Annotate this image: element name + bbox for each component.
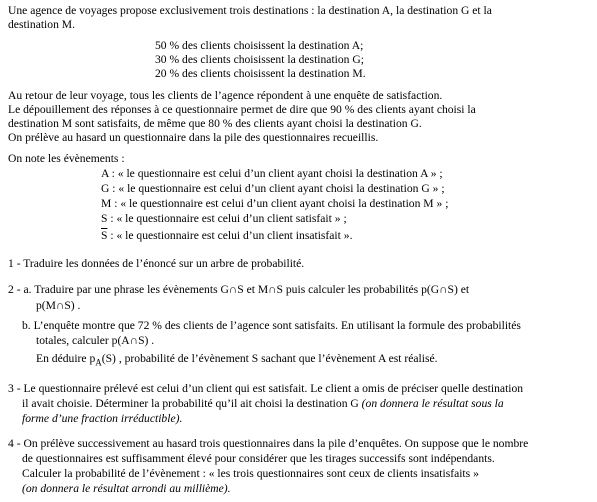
context-line-1: Au retour de leur voyage, tous les clients de l’agence répondent à une enquête de satisfaction.	[8, 89, 443, 102]
question-2b-line-1: b. L’enquête montre que 72 % des clients de l’agence sont satisfaits. En utilisant la formule des probabilités	[22, 319, 521, 332]
q3-note: (on donnera le résultat sous la	[361, 397, 504, 410]
event-text: : « le questionnaire est celui d’un client ayant choisi la destination M » ;	[111, 197, 449, 210]
question-4-line-1: 4 - On prélève successivement au hasard trois questionnaires dans la pile d’enquêtes. On suppose que le nombre	[8, 437, 529, 450]
q2a-part: 2 - a. Traduire par une phrase les évènements G	[8, 283, 229, 296]
event-text: : « le questionnaire est celui d’un client insatisfait ».	[107, 229, 353, 242]
event-symbol: G	[101, 182, 110, 195]
intro-line-2: destination M.	[8, 18, 75, 31]
event-text: : « le questionnaire est celui d’un client ayant choisi la destination A » ;	[108, 167, 443, 180]
event-symbol: S	[101, 212, 108, 225]
question-2b-line-3	[36, 352, 438, 370]
q2a-part: S) .	[64, 299, 81, 312]
event-s-bar	[101, 229, 352, 243]
intersection-symbol: ∩	[268, 283, 277, 296]
intersection-symbol: ∩	[439, 283, 448, 296]
q2a-part: p(M	[36, 299, 56, 312]
q2a-part: S puis calculer les probabilités p(G	[276, 283, 440, 296]
stat-g: 30 % des clients choisissent la destination G;	[155, 53, 364, 66]
q2b-part: totales, calculer p(A	[36, 334, 130, 347]
question-3-line-3: forme d’une fraction irréductible).	[22, 412, 183, 425]
context-line-5: On note les évènements :	[8, 152, 125, 165]
question-1: 1 - Traduire les données de l’énoncé sur un arbre de probabilité.	[8, 257, 305, 270]
q3-part: il avait choisie. Déterminer la probabilité qu’il ait choisi la destination G	[22, 397, 362, 410]
subscript-a: A	[95, 357, 102, 368]
question-3-line-2	[22, 397, 504, 411]
event-text: : « le questionnaire est celui d’un client satisfait » ;	[107, 212, 347, 225]
context-line-3: destination M sont satisfaits, de même que 80 % des clients ayant choisi la destination G.	[8, 117, 422, 130]
event-symbol: A	[101, 167, 109, 180]
intersection-symbol: ∩	[228, 283, 238, 296]
q2a-part: S) et	[447, 283, 470, 296]
context-line-2: Le dépouillement des réponses à ce questionnaire permet de dire que 90 % des clients ayant choisi la	[8, 103, 476, 116]
q2b-part: (S) , probabilité de l’évènement S sachant que l’évènement A est réalisé.	[101, 352, 438, 365]
event-text: : « le questionnaire est celui d’un client ayant choisi la destination G » ;	[109, 182, 445, 195]
question-2b-line-2	[36, 334, 154, 348]
question-4-line-3: Calculer la probabilité de l’évènement : « les trois questionnaires sont ceux de clients insatisfaits »	[22, 467, 479, 480]
q2a-part: S et M	[237, 283, 269, 296]
stat-m: 20 % des clients choisissent la destination M.	[155, 67, 366, 80]
stat-a: 50 % des clients choisissent la destination A;	[155, 39, 364, 52]
event-m	[101, 197, 448, 211]
intersection-symbol: ∩	[55, 299, 65, 312]
intro-line-1: Une agence de voyages propose exclusivement trois destinations : la destination A, la destination G et la	[8, 4, 492, 17]
event-a	[101, 167, 443, 181]
question-3-line-1: 3 - Le questionnaire prélevé est celui d’un client qui est satisfait. Le client a omis de préciser quelle destination	[8, 382, 524, 395]
context-line-4: On prélève au hasard un questionnaire dans la pile des questionnaires recueillis.	[8, 131, 379, 144]
intersection-symbol: ∩	[129, 334, 139, 347]
q2b-part: S) .	[138, 334, 155, 347]
event-symbol: M	[101, 197, 112, 210]
event-symbol-complement: $\overline{S}$	[101, 229, 108, 242]
question-4-line-4: (on donnera le résultat arrondi au millième).	[22, 482, 231, 495]
q2b-part: En déduire p	[36, 352, 96, 365]
event-g	[101, 182, 445, 196]
question-2a-line-1	[8, 283, 469, 297]
question-2a-line-2	[36, 299, 80, 313]
event-s	[101, 212, 347, 226]
question-4-line-2: de questionnaires est suffisamment élevé pour considérer que les tirages successifs sont indépendants.	[22, 452, 495, 465]
